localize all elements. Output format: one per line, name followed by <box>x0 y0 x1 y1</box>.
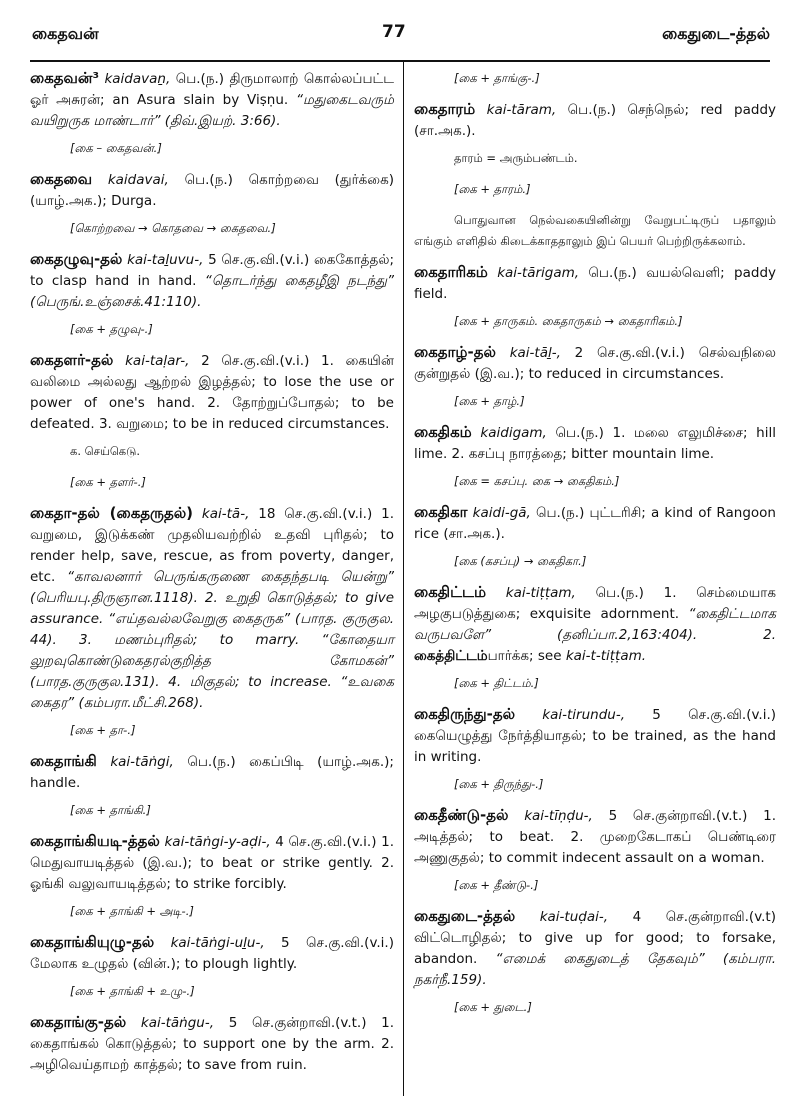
etymology: [கை – கைதவன்.] <box>70 141 162 155</box>
transliteration: kai-tīṇḍu-, <box>524 808 593 824</box>
headword: கைதிட்டம் <box>414 583 487 601</box>
column-divider <box>403 62 404 1096</box>
transliteration: kai-tuḍai-, <box>539 909 609 925</box>
gloss: பெ.(ந.) வயல்வெளி; paddy field. <box>414 265 776 302</box>
headword: கைதீண்டு-தல் <box>414 806 509 824</box>
transliteration: kai-tāḻ-, <box>509 345 561 361</box>
note: தாரம் = அரும்பண்டம். <box>454 151 578 165</box>
headword: கைதா-தல் (கைதருதல்) <box>30 504 194 522</box>
headword: கைதிருந்து-தல் <box>414 705 516 723</box>
gloss: 5 செ.குன்றாவி.(v.t.) 1. அடித்தல்; to beat. 2. முறைகேடாகப் பெண்டிரை அணுகுதல்; to commit indecent assault on a woman. <box>414 808 777 866</box>
headword: கைதாங்கி <box>30 752 97 770</box>
dictionary-entry <box>414 906 776 991</box>
dictionary-entry <box>30 751 394 794</box>
etymology: [கை + தளர்-.] <box>70 475 146 489</box>
etymology: [கை + தீண்டு-.] <box>454 878 539 892</box>
cognate-note: க. செய்கெடு. <box>70 444 141 458</box>
etymology: [கை + தாங்கு-.] <box>454 71 540 85</box>
left-column <box>30 68 394 1082</box>
etymology: [கை = கசப்பு. கை → கைதிகம்.] <box>454 474 620 488</box>
headword: கைதாரம் <box>414 100 476 118</box>
citation: “எமைக் கைதுடைத் தேகவும்” (கம்பரா. நகர்நீ.159). <box>414 951 776 988</box>
etymology: [கை + தாழ்.] <box>454 394 525 408</box>
etymology: [கை + தாங்கி + அடி-.] <box>70 904 194 918</box>
gloss: 5 செ.குன்றாவி.(v.t.) 1. கைதாங்கல் கொடுத்தல்; to support one by the arm. 2. அழிவெய்தாமற் காத்தல்; to save from ruin. <box>30 1015 395 1073</box>
dictionary-entry <box>414 805 776 869</box>
gloss: 5 செ.கு.வி.(v.i.) கையெழுத்து நேர்த்தியாதல்; to be trained, as the hand in writing. <box>414 707 777 765</box>
headword: கைதுடை-த்தல் <box>414 907 516 925</box>
gloss: பெ.(ந.) செந்நெல்; red paddy (சா.அக.). <box>414 102 777 139</box>
header-left-guideword: கைதவன் <box>32 24 99 43</box>
citation: “காவலனார் பெருங்கருணை கைதந்தபடி யென்று” (பெரியபு.திருஞான.1118). 2. உறுதி கொடுத்தல்; to give assurance. “எய்தவல்லவேறுகு கைதருக” (பாரத. குருகுல. 44). 3. மணம்புரிதல்; to marry. “கோதையா லுறவுகொண்டுகைதரல்குறித்த கோமகன்” (பாரத.குருகுல.131). 4. மிகுதல்; to increase. “உவகை கைதர” (கம்பரா.மீட்சி.268). <box>30 569 394 711</box>
gloss: பெ.(ந.) கொற்றவை (துர்க்கை) (யாழ்.அக.); Durga. <box>30 172 394 209</box>
transliteration: kai-tāṅgi-uḻu-, <box>170 935 265 951</box>
dictionary-entry <box>414 582 776 667</box>
transliteration: kai-tāṅgi-y-aḍi-, <box>164 834 271 850</box>
transliteration: kai-tāram, <box>486 102 557 118</box>
cross-reference-word: கைத்திட்டம் <box>414 648 488 664</box>
etymology: [கை + தாங்கி.] <box>70 803 151 817</box>
etymology: [கை (கசப்பு) → கைதிகா.] <box>454 554 587 568</box>
transliteration: kai-taḷar-, <box>125 353 190 369</box>
etymology: [கை + தாரம்.] <box>454 182 531 196</box>
header-rule <box>30 60 770 62</box>
headword: கைதிகா <box>414 503 468 521</box>
gloss: பெ.(ந.) 1. மலை எலுமிச்சை; hill lime. 2. கசப்பு நாரத்தை; bitter mountain lime. <box>414 425 776 462</box>
etymology: [கை + தழுவு-.] <box>70 322 153 336</box>
gloss: 18 செ.கு.வி.(v.i.) 1. வறுமை, இடுக்கண் முதலியவற்றில் உதவி புரிதல்; to render help, save, rescue, as from poverty, danger, etc. <box>30 506 394 585</box>
transliteration: kai-tārigam, <box>497 265 580 281</box>
page-header <box>32 24 770 54</box>
dictionary-entry <box>30 831 394 895</box>
etymology: [கை + தாங்கி + உழு-.] <box>70 984 195 998</box>
dictionary-entry <box>414 262 776 305</box>
transliteration: kai-taḻuvu-, <box>127 252 204 268</box>
etymology: [கை + திருந்து-.] <box>454 777 544 791</box>
dictionary-entry <box>414 704 776 768</box>
gloss: 2 செ.கு.வி.(v.i.) செல்வநிலை குன்றுதல் (இ.வ.); to reduced in circumstances. <box>414 345 776 382</box>
etymology: [கை + திட்டம்.] <box>454 676 539 690</box>
headword: கைதழுவு-தல் <box>30 250 123 268</box>
citation: “தொடர்ந்து கைதழீஇ நடந்து” (பெருங்.உஞ்சைக்.41:110). <box>30 273 394 310</box>
dictionary-entry <box>30 350 394 435</box>
gloss: பெ.(ந.) கைப்பிடி (யாழ்.அக.); handle. <box>30 754 394 791</box>
dictionary-entry <box>414 422 776 465</box>
etymology: [கை + தாருகம். கைதாருகம் → கைதாரிகம்.] <box>454 314 683 328</box>
headword: கைதாங்கியுழு-தல் <box>30 933 155 951</box>
headword: கைதாங்கியடி-த்தல் <box>30 832 160 850</box>
headword: கைதளர்-தல் <box>30 351 114 369</box>
header-right-guideword: கைதுடை-த்தல் <box>662 24 770 43</box>
dictionary-entry <box>30 68 394 132</box>
transliteration: kaidavaṉ, <box>104 71 171 87</box>
dictionary-entry <box>414 502 776 545</box>
right-column <box>414 68 776 1028</box>
gloss: 4 செ.கு.வி.(v.i.) 1. மெதுவாயடித்தல் (இ.வ.); to beat or strike gently. 2. ஓங்கி வலுவாயடித்தல்; to strike forcibly. <box>30 834 394 892</box>
gloss: 4 செ.குன்றாவி.(v.t) விட்டொழிதல்; to give up for good; to forsake, abandon. <box>414 909 776 967</box>
headword: கைதாரிகம் <box>414 263 488 281</box>
gloss: பெ.(ந.) புட்டரிசி; a kind of Rangoon rice (சா.அக.). <box>414 505 776 542</box>
gloss: பெ.(ந.) திருமாலாற் கொல்லப்பட்ட ஓர் அசுரன்; an Asura slain by Viṣṇu. <box>30 71 395 108</box>
etymology: [கொற்றவை → கொதவை → கைதவை.] <box>70 221 276 235</box>
gloss: பெ.(ந.) 1. செம்மையாக அழகுபடுத்துகை; exquisite adornment. <box>414 585 776 622</box>
headword: கைதவன்³ <box>30 69 100 87</box>
dictionary-entry <box>30 932 394 975</box>
transliteration: kai-tā-, <box>201 506 250 522</box>
headword: கைதவை <box>30 170 93 188</box>
explanatory-note: பொதுவான நெல்வகையினின்று வேறுபட்டிருப் பதாலும் எங்கும் எளிதில் கிடைக்காததாலும் இப் பெயர் பெற்றிருக்கலாம். <box>414 213 776 248</box>
citation: “கைதிட்டமாக வருபவளே” (தனிப்பா.2,163:404). 2. <box>414 606 776 643</box>
headword: கைதாழ்-தல் <box>414 343 496 361</box>
page-number: 77 <box>382 22 406 42</box>
headword: கைதிகம் <box>414 423 472 441</box>
dictionary-entry <box>30 169 394 212</box>
transliteration: kai-tirundu-, <box>542 707 626 723</box>
etymology: [கை + துடை.] <box>454 1000 532 1014</box>
dictionary-entry <box>30 1012 394 1076</box>
citation: “மதுகைடவரும் வயிறுருக மாண்டார்” (திவ்.இயற். 3:66). <box>30 92 394 129</box>
dictionary-entry <box>414 342 776 385</box>
headword: கைதாங்கு-தல் <box>30 1013 127 1031</box>
gloss: 2 செ.கு.வி.(v.i.) 1. கையின் வலிமை அல்லது ஆற்றல் இழத்தல்; to lose the use or power of one's hand. 2. தோற்றுப்போதல்; to be defeated. 3. வறுமை; to be in reduced circumstances. <box>30 353 394 432</box>
dictionary-entry <box>414 99 776 142</box>
etymology: [கை + தா-.] <box>70 723 136 737</box>
gloss: 5 செ.கு.வி.(v.i.) மேலாக உழுதல் (வின்.); to plough lightly. <box>30 935 394 972</box>
transliteration: kai-tiṭṭam, <box>505 585 576 601</box>
dictionary-entry <box>30 503 394 714</box>
transliteration: kai-tāṅgi, <box>110 754 174 770</box>
cross-reference-label: பார்க்க; see <box>487 648 562 664</box>
cross-reference-transliteration: kai-t-tiṭṭam. <box>565 648 647 664</box>
gloss: 5 செ.கு.வி.(v.i.) கைகோத்தல்; to clasp hand in hand. <box>30 252 394 289</box>
dictionary-entry <box>30 249 394 313</box>
transliteration: kaidavai, <box>107 172 169 188</box>
transliteration: kaidi-gā, <box>472 505 531 521</box>
transliteration: kai-tāṅgu-, <box>140 1015 215 1031</box>
transliteration: kaidigam, <box>480 425 547 441</box>
